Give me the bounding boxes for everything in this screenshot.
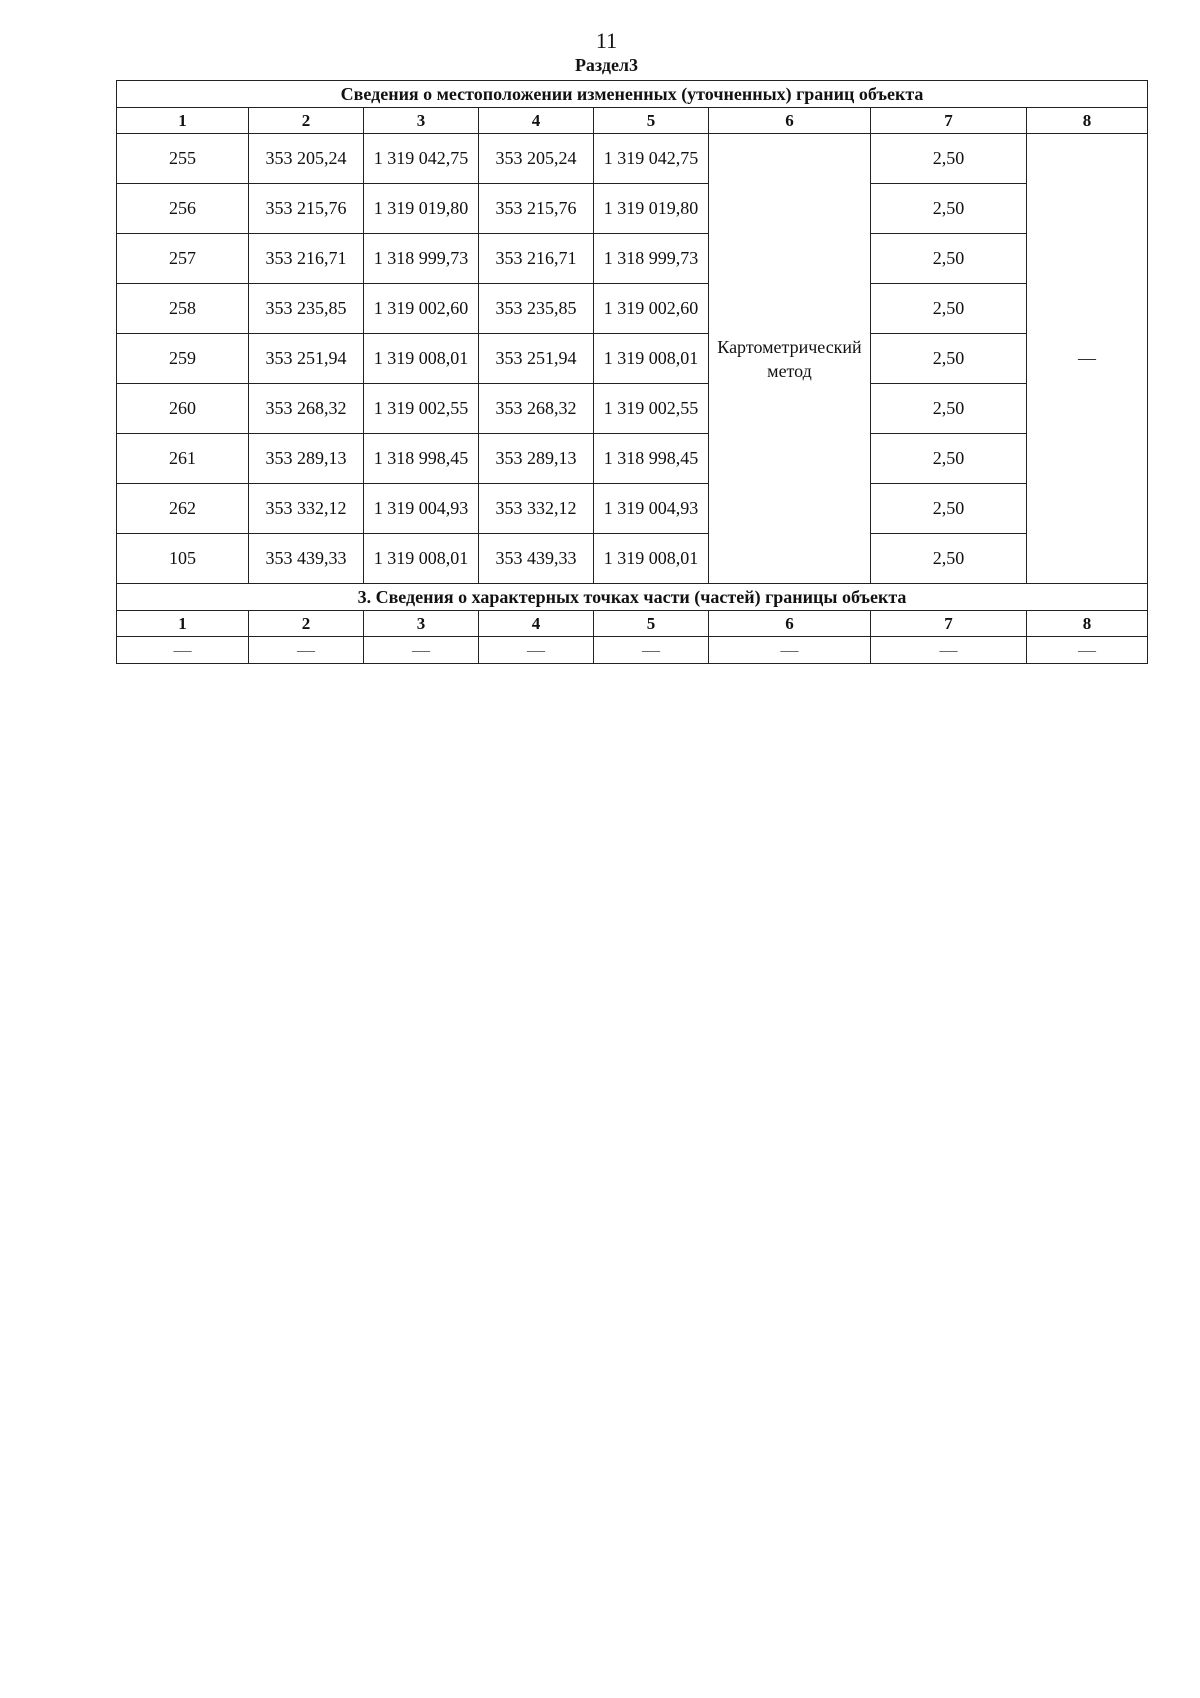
y-old-cell: 1 319 004,93	[364, 484, 479, 534]
header-cell: 3	[364, 108, 479, 134]
page-number: 11	[595, 28, 618, 53]
header-cell: 8	[1027, 611, 1148, 637]
header-row	[117, 108, 1148, 134]
header-cell: 1	[117, 108, 249, 134]
header-cell: 4	[479, 108, 594, 134]
x-old-cell: 353 235,85	[249, 284, 364, 334]
y-old-cell: 1 319 042,75	[364, 134, 479, 184]
point-number-cell: 259	[117, 334, 249, 384]
coordinates-table	[116, 80, 1148, 664]
x-new-cell: 353 216,71	[479, 234, 594, 284]
table-row	[117, 434, 1148, 484]
table-body	[117, 81, 1148, 664]
x-new-cell: 353 332,12	[479, 484, 594, 534]
point-number-cell: 257	[117, 234, 249, 284]
y-new-cell: 1 318 998,45	[594, 434, 709, 484]
empty-cell: —	[479, 637, 594, 664]
y-old-cell: 1 319 002,60	[364, 284, 479, 334]
x-new-cell: 353 251,94	[479, 334, 594, 384]
accuracy-cell: 2,50	[871, 134, 1027, 184]
empty-cell: —	[364, 637, 479, 664]
table-row	[117, 134, 1148, 184]
y-old-cell: 1 319 019,80	[364, 184, 479, 234]
accuracy-cell: 2,50	[871, 334, 1027, 384]
x-new-cell: 353 289,13	[479, 434, 594, 484]
header-cell: 5	[594, 611, 709, 637]
accuracy-cell: 2,50	[871, 434, 1027, 484]
header-cell: 3	[364, 611, 479, 637]
x-old-cell: 353 216,71	[249, 234, 364, 284]
y-new-cell: 1 319 042,75	[594, 134, 709, 184]
point-number-cell: 256	[117, 184, 249, 234]
header-cell: 2	[249, 611, 364, 637]
table-row	[117, 184, 1148, 234]
accuracy-cell: 2,50	[871, 484, 1027, 534]
y-old-cell: 1 319 008,01	[364, 534, 479, 584]
header-cell: 5	[594, 108, 709, 134]
x-new-cell: 353 268,32	[479, 384, 594, 434]
header-cell: 7	[871, 108, 1027, 134]
header-cell: 6	[709, 108, 871, 134]
x-old-cell: 353 215,76	[249, 184, 364, 234]
x-old-cell: 353 205,24	[249, 134, 364, 184]
y-new-cell: 1 319 008,01	[594, 534, 709, 584]
empty-row	[117, 637, 1148, 664]
y-new-cell: 1 319 002,60	[594, 284, 709, 334]
x-new-cell: 353 205,24	[479, 134, 594, 184]
y-old-cell: 1 319 002,55	[364, 384, 479, 434]
y-new-cell: 1 318 999,73	[594, 234, 709, 284]
table-row	[117, 534, 1148, 584]
y-old-cell: 1 318 999,73	[364, 234, 479, 284]
table-row	[117, 234, 1148, 284]
table-row	[117, 284, 1148, 334]
header-row	[117, 611, 1148, 637]
x-old-cell: 353 289,13	[249, 434, 364, 484]
x-old-cell: 353 439,33	[249, 534, 364, 584]
point-number-cell: 261	[117, 434, 249, 484]
empty-cell: —	[871, 637, 1027, 664]
point-number-cell: 255	[117, 134, 249, 184]
point-number-cell: 260	[117, 384, 249, 434]
table-row	[117, 384, 1148, 434]
accuracy-cell: 2,50	[871, 234, 1027, 284]
y-old-cell: 1 318 998,45	[364, 434, 479, 484]
accuracy-cell: 2,50	[871, 284, 1027, 334]
header-cell: 8	[1027, 108, 1148, 134]
caption-row	[117, 584, 1148, 611]
header-cell: 6	[709, 611, 871, 637]
x-new-cell: 353 215,76	[479, 184, 594, 234]
empty-cell: —	[594, 637, 709, 664]
empty-cell: —	[117, 637, 249, 664]
table-row	[117, 484, 1148, 534]
accuracy-cell: 2,50	[871, 184, 1027, 234]
y-new-cell: 1 319 019,80	[594, 184, 709, 234]
header-cell: 2	[249, 108, 364, 134]
header-cell: 4	[479, 611, 594, 637]
y-new-cell: 1 319 004,93	[594, 484, 709, 534]
column-8-cell: —	[1027, 134, 1148, 584]
y-old-cell: 1 319 008,01	[364, 334, 479, 384]
header-cell: 1	[117, 611, 249, 637]
point-number-cell: 258	[117, 284, 249, 334]
accuracy-cell: 2,50	[871, 384, 1027, 434]
method-cell: Картометрический метод	[709, 134, 871, 584]
empty-cell: —	[1027, 637, 1148, 664]
point-number-cell: 105	[117, 534, 249, 584]
caption-row	[117, 81, 1148, 108]
y-new-cell: 1 319 002,55	[594, 384, 709, 434]
section-title: Раздел3	[574, 55, 639, 75]
table2-caption: 3. Сведения о характерных точках части (частей) границы объекта	[117, 584, 1148, 611]
x-old-cell: 353 251,94	[249, 334, 364, 384]
x-old-cell: 353 332,12	[249, 484, 364, 534]
point-number-cell: 262	[117, 484, 249, 534]
empty-cell: —	[709, 637, 871, 664]
table1-caption: Сведения о местоположении измененных (уточненных) границ объекта	[117, 81, 1148, 108]
y-new-cell: 1 319 008,01	[594, 334, 709, 384]
header-cell: 7	[871, 611, 1027, 637]
table-row	[117, 334, 1148, 384]
empty-cell: —	[249, 637, 364, 664]
accuracy-cell: 2,50	[871, 534, 1027, 584]
x-new-cell: 353 235,85	[479, 284, 594, 334]
x-old-cell: 353 268,32	[249, 384, 364, 434]
x-new-cell: 353 439,33	[479, 534, 594, 584]
